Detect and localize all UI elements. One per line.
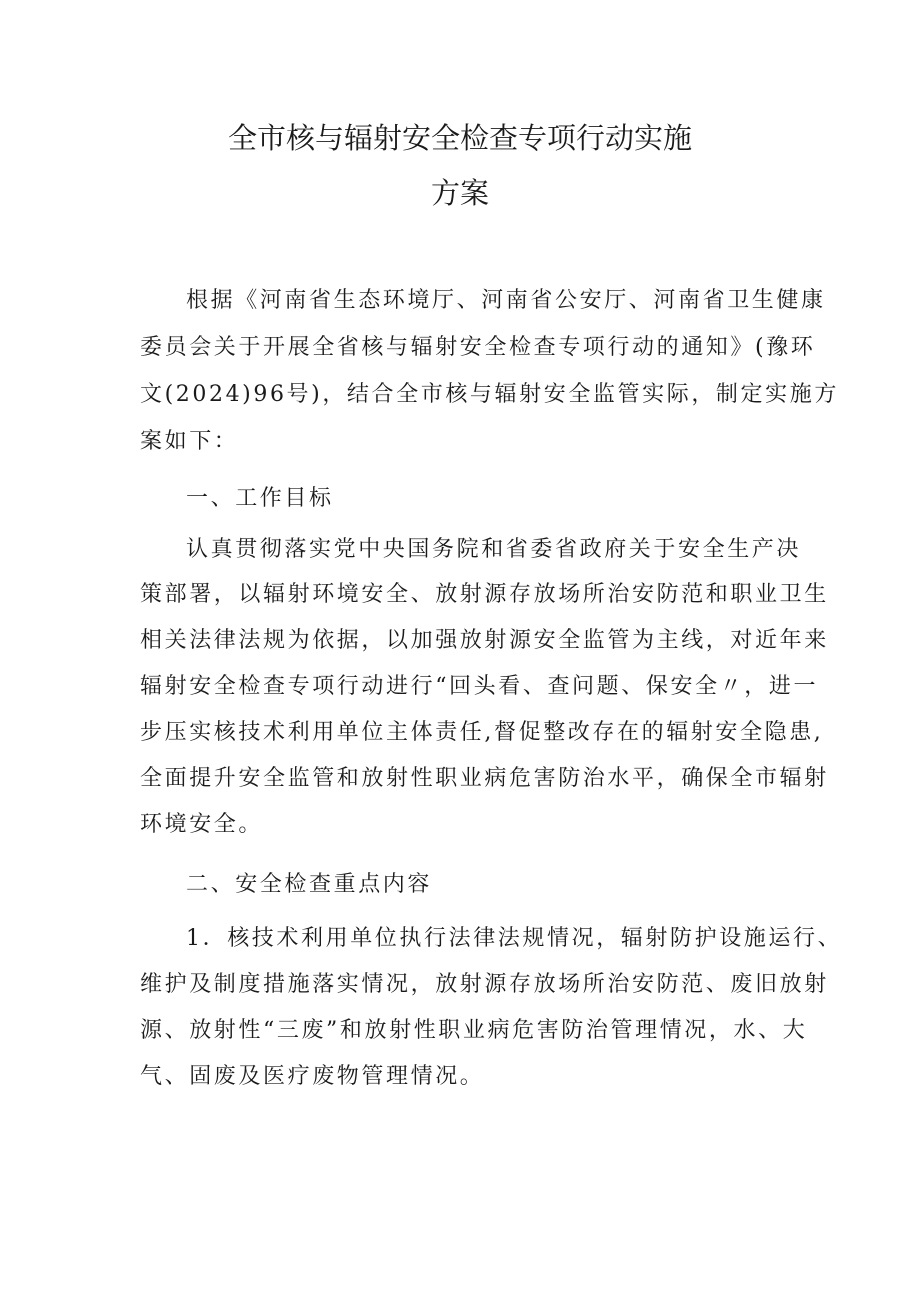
goals-line: 认真贯彻落实党中央国务院和省委省政府关于安全生产决 [186, 537, 802, 562]
document-title-line-1: 全市核与辐射安全检查专项行动实施 [227, 121, 692, 155]
section-heading-goals: 一、工作目标 [186, 486, 334, 511]
intro-line: 根据《河南省生态环境厅、河南省公安厅、河南省卫生健康 [186, 288, 826, 313]
item1-line: 1．核技术利用单位执行法律法规情况，辐射防护设施运行、 [186, 926, 843, 951]
document-title-line-2: 方案 [430, 176, 489, 210]
intro-line: 案如下： [140, 429, 239, 454]
intro-line: 文(2024)96号)，结合全市核与辐射安全监管实际，制定实施方 [140, 382, 839, 407]
goals-line: 辐射安全检查专项行动进行“回头看、查问题、保安全〃，进一 [140, 674, 819, 699]
goals-line: 策部署，以辐射环境安全、放射源存放场所治安防范和职业卫生 [140, 582, 829, 607]
section-heading-inspection: 二、安全检查重点内容 [186, 872, 433, 897]
goals-line: 步压实核技术利用单位主体责任,督促整改存在的辐射安全隐患, [140, 720, 824, 745]
goals-line: 环境安全。 [140, 812, 264, 837]
item1-line: 气、固废及医疗废物管理情况。 [140, 1064, 485, 1089]
item1-line: 维护及制度措施落实情况，放射源存放场所治安防范、废旧放射 [140, 972, 829, 997]
intro-line: 委员会关于开展全省核与辐射安全检查专项行动的通知》(豫环 [140, 335, 816, 360]
goals-line: 全面提升安全监管和放射性职业病危害防治水平，确保全市辐射 [140, 766, 829, 791]
item1-line: 源、放射性“三废”和放射性职业病危害防治管理情况，水、大 [140, 1018, 808, 1043]
goals-line: 相关法律法规为依据，以加强放射源安全监管为主线，对近年来 [140, 628, 829, 653]
